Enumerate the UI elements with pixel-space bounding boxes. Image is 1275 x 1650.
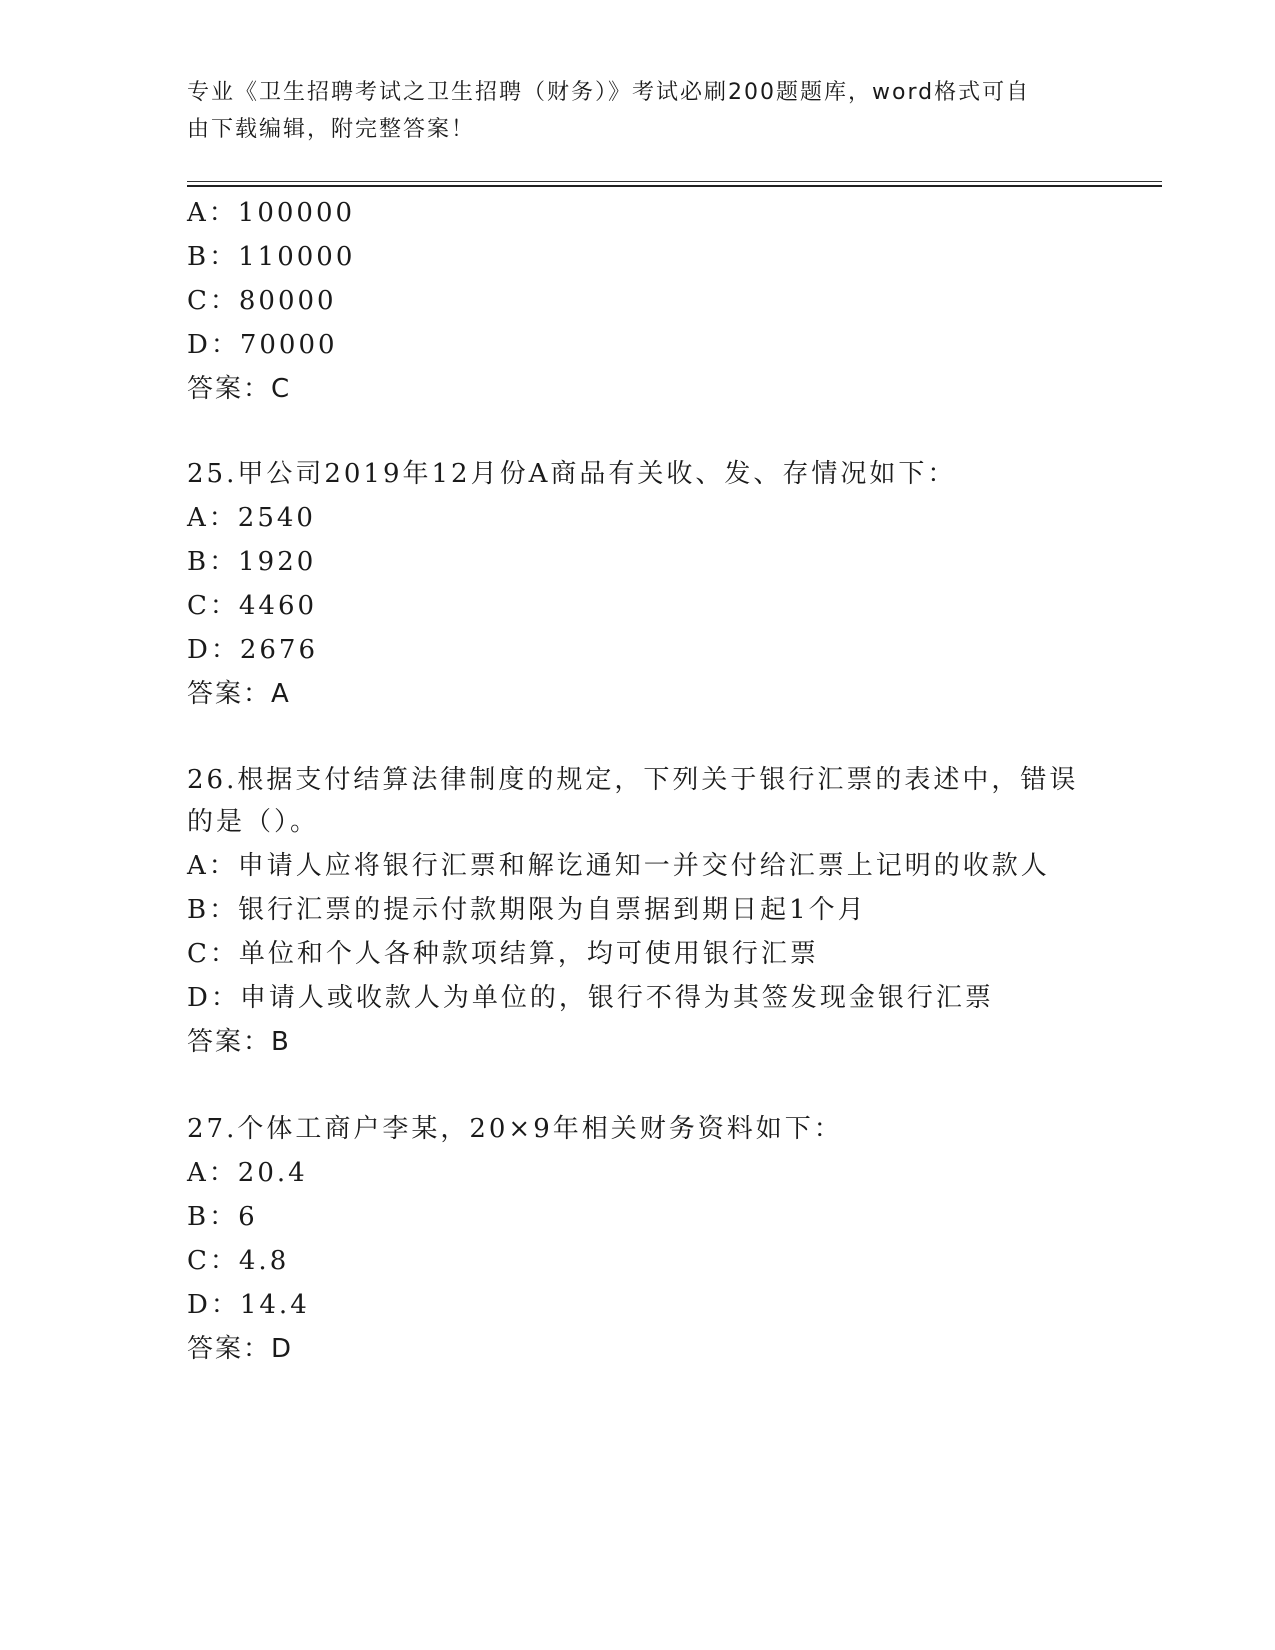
- q25-answer: 答案：A: [187, 679, 291, 709]
- header-divider-thin: [187, 181, 1162, 182]
- q26-stem-line-1: 26.根据支付结算法律制度的规定，下列关于银行汇票的表述中，错误: [187, 765, 1079, 795]
- q27-answer: 答案：D: [187, 1334, 294, 1364]
- q27-option-d: D：14.4: [187, 1290, 310, 1320]
- document-header: [187, 74, 1087, 148]
- q24-option-d: D：70000: [187, 330, 338, 360]
- q26-option-a: A：申请人应将银行汇票和解讫通知一并交付给汇票上记明的收款人: [187, 851, 1050, 881]
- q24-option-b: B：110000: [187, 242, 356, 272]
- q27-option-c: C：4.8: [187, 1246, 290, 1276]
- q25-option-a: A：2540: [187, 503, 316, 533]
- header-line-2: 由下载编辑，附完整答案！: [187, 117, 476, 142]
- q27-option-b: B：6: [187, 1202, 258, 1232]
- q25-option-c: C：4460: [187, 591, 318, 621]
- q26-option-d: D：申请人或收款人为单位的，银行不得为其签发现金银行汇票: [187, 983, 994, 1013]
- q25-option-d: D：2676: [187, 635, 319, 665]
- q26-option-c: C：单位和个人各种款项结算，均可使用银行汇票: [187, 939, 819, 969]
- header-line-1: 专业《卫生招聘考试之卫生招聘（财务）》考试必刷200题题库，word格式可自: [187, 80, 1031, 105]
- header-divider-thick: [187, 185, 1162, 187]
- q26-option-b: B：银行汇票的提示付款期限为自票据到期日起1个月: [187, 895, 867, 925]
- q27-stem: 27.个体工商户李某，20×9年相关财务资料如下：: [187, 1114, 843, 1144]
- q24-option-c: C：80000: [187, 286, 337, 316]
- q26-answer: 答案：B: [187, 1027, 291, 1057]
- q26-stem-line-2: 的是（）。: [187, 807, 320, 837]
- q24-answer: 答案：C: [187, 374, 292, 404]
- q25-stem: 25.甲公司2019年12月份A商品有关收、发、存情况如下：: [187, 459, 957, 489]
- q25-option-b: B：1920: [187, 547, 317, 577]
- q24-option-a: A：100000: [187, 198, 356, 228]
- q27-option-a: A：20.4: [187, 1158, 308, 1188]
